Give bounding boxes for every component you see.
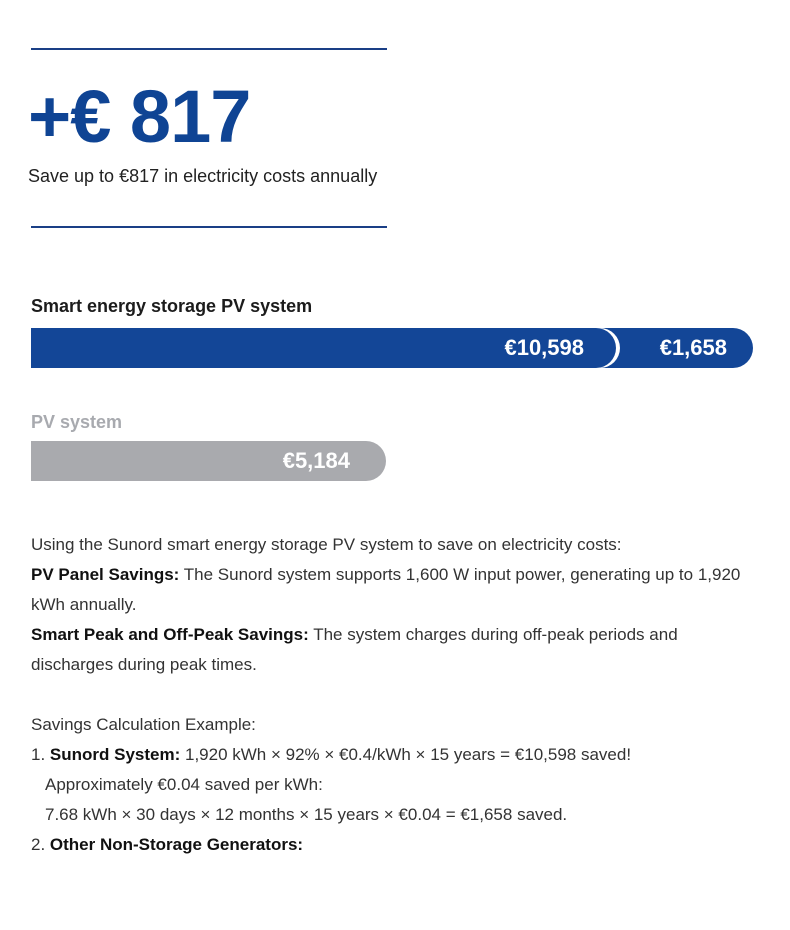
smart-system-storage-savings-label: €1,658: [659, 335, 727, 360]
calc-item-1-text: 1,920 kWh × 92% × €0.4/kWh × 15 years = €10,598 saved!: [180, 745, 632, 764]
smart-system-pv-savings-label: €10,598: [504, 335, 584, 360]
calc-item-1-label: Sunord System:: [49, 745, 181, 764]
calc-item-1-number: 1.: [31, 745, 50, 764]
description-intro: Using the Sunord smart energy storage PV system to save on electricity costs:: [31, 535, 622, 554]
pv-savings-label: PV Panel Savings:: [31, 565, 180, 584]
calc-item-2-label: Other Non-Storage Generators:: [49, 835, 304, 854]
calc-item-2: [31, 830, 761, 860]
pv-system-savings-label: €5,184: [282, 448, 350, 473]
annual-savings-caption: Save up to €817 in electricity costs annually: [28, 166, 378, 186]
pv-system-title: PV system: [31, 412, 123, 432]
peak-savings-label: Smart Peak and Off-Peak Savings:: [31, 625, 309, 644]
pv-savings-paragraph: [31, 560, 761, 620]
calc-item-1: [31, 740, 761, 770]
pv-system-savings-bar: [31, 441, 386, 481]
top-divider: [31, 48, 387, 50]
calc-title: Savings Calculation Example:: [31, 715, 256, 734]
pv-savings-text: The Sunord system supports 1,600 W input power, generating up to 1,920 kWh annually.: [31, 565, 741, 614]
bottom-divider: [31, 226, 387, 228]
savings-description: [31, 530, 761, 860]
smart-system-title: Smart energy storage PV system: [31, 296, 313, 316]
calc-item-2-number: 2.: [31, 835, 50, 854]
smart-system-pv-savings-bar: [31, 328, 616, 368]
peak-savings-paragraph: [31, 620, 761, 680]
peak-savings-text: The system charges during off-peak periods and discharges during peak times.: [31, 625, 678, 674]
calc-item-1-line-2: Approximately €0.04 saved per kWh:: [45, 775, 323, 794]
calc-item-1-line-3: 7.68 kWh × 30 days × 12 months × 15 years × €0.04 = €1,658 saved.: [45, 805, 568, 824]
annual-savings-amount: +€ 817: [28, 75, 251, 158]
